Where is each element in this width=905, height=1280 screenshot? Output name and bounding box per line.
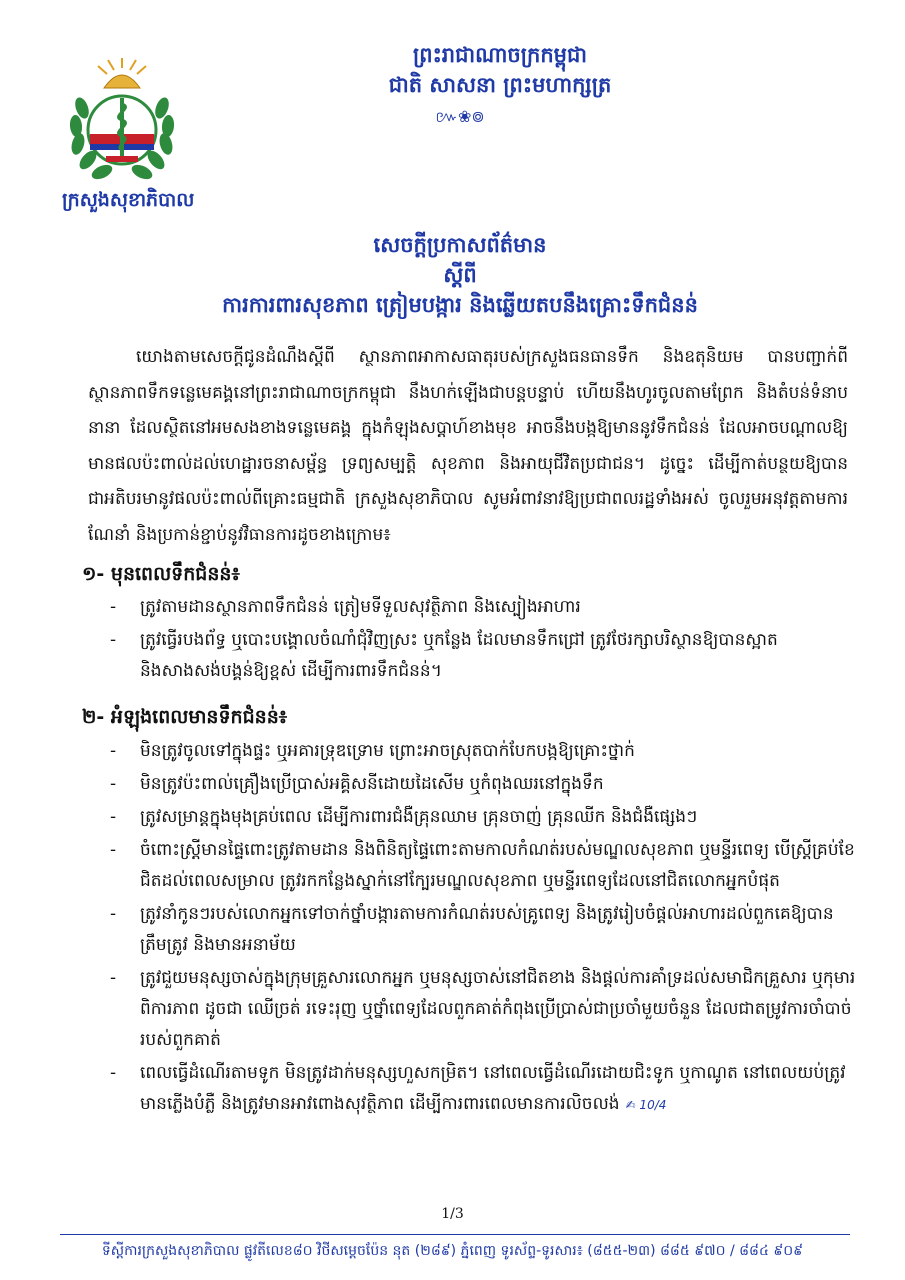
initials-signature: ✍ 10/4 xyxy=(625,1098,667,1112)
section-heading-during-flood: ២- អំឡុងពេលមានទឹកជំនន់៖ xyxy=(82,706,288,728)
intro-paragraph: យោងតាមសេចក្តីជូនដំណឹងស្តីពី ស្ថានភាពអាកាសធាតុរបស់ក្រសួងធនធានទឹក និងឧតុនិយម បានបញ្ជាក់ពីស្ថានភាពទឹកទន្លេមេគង្គនៅព្រះរាជាណាចក្រកម្ពុជា នឹងហក់ឡើងជាបន្តបន្ទាប់ ហើយនឹងហូរចូលតាមព្រែក និងតំបន់ទំនាបនានា ដែលស្ថិតនៅអមសងខាងទន្លេមេគង្គ ក្នុងកំឡុងសប្តាហ៍ខាងមុខ អាចនឹងបង្កឱ្យមាននូវទឹកជំនន់ ដែលអាចបណ្តាលឱ្យមានផលប៉ះពាល់ដល់ហេដ្ឋារចនាសម្ព័ន្ធ ទ្រព្យសម្បត្តិ សុខភាព និងអាយុជីវិតប្រជាជន។ ដូច្នេះ ដើម្បីកាត់បន្ថយឱ្យបានជាអតិបរមានូវផលប៉ះពាល់ពីគ្រោះធម្មជាតិ ក្រសួងសុខាភិបាល សូមអំពាវនាវឱ្យប្រជាពលរដ្ឋទាំងអស់ ចូលរួមអនុវត្តតាមការណែនាំ និងប្រកាន់ខ្ជាប់នូវវិធានការដូចខាងក្រោម៖ xyxy=(88,347,848,545)
title-line-1: សេចក្តីប្រកាសព័ត៌មាន xyxy=(373,233,547,257)
list-item: - ចំពោះស្ត្រីមានផ្ទៃពោះត្រូវតាមដាន និងពិនិត្យផ្ទៃពោះតាមកាលកំណត់របស់មណ្ឌលសុខភាព ឬមន្ទីរពេទ្យ បើស្ត្រីគ្រប់ខែជិតដល់ពេលសម្រាល ត្រូវរកកន្លែងស្នាក់នៅក្បែរមណ្ឌលសុខភាព ឬមន្ទីរពេទ្យដែលនៅជិតលោកអ្នកបំផុត xyxy=(110,840,855,891)
ornament-divider xyxy=(430,106,490,128)
section-list-before-flood xyxy=(100,592,860,689)
ministry-name: ក្រសួងសុខាភិបាល xyxy=(62,189,195,211)
kingdom-motto: ជាតិ សាសនា ព្រះមហាក្សត្រ xyxy=(388,73,612,97)
list-item: - មិនត្រូវចូលទៅក្នុងផ្ទះ ឬអគារទ្រុឌទ្រោម ព្រោះអាចស្រុតបាក់បែកបង្កឱ្យគ្រោះថ្នាក់ xyxy=(110,741,635,761)
kingdom-header xyxy=(300,40,700,100)
section-heading-before-flood: ១- មុនពេលទឹកជំនន់៖ xyxy=(82,563,240,585)
list-item: - ត្រូវជួយមនុស្សចាស់ក្នុងក្រុមគ្រួសារលោកអ្នក ឬមនុស្សចាស់នៅជិតខាង និងផ្តល់ការគាំទ្រដល់សមាជិកគ្រួសារ ឬកុមារពិការភាព ដូចជា ឈើច្រត់ រទេះរុញ ឬថ្នាំពេទ្យដែលពួកគាត់កំពុងប្រើប្រាស់ជាប្រចាំមួយចំនួន ដែលជាតម្រូវការចាំបាច់របស់ពួកគាត់ xyxy=(110,968,856,1050)
list-item: - ត្រូវសម្រាន្តក្នុងមុងគ្រប់ពេល ដើម្បីការពារជំងឺគ្រុនឈាម គ្រុនចាញ់ គ្រុនឈីក និងជំងឺផ្សេងៗ xyxy=(110,807,698,827)
page-number: 1/3 xyxy=(441,1206,464,1222)
footer-address: ទីស្តីការក្រសួងសុខាភិបាល ផ្លូវតីលេខ៨០ វិថីសម្តេចប៉ែន នុត (២៨៩) ភ្នំពេញ ទូរស័ព្ទ-ទូរសារ៖ (៨៥៥-២៣) ៨៨៥ ៩៧០ / ៨៨៤ ៩០៩ xyxy=(101,1243,804,1259)
section-list-during-flood xyxy=(100,736,860,1123)
list-item: - ត្រូវធ្វើរបងព័ទ្ធ ឬបោះបង្គោលចំណាំជុំវិញស្រះ ឬកន្លែង ដែលមានទឹកជ្រៅ ត្រូវថែរក្សាបរិស្ថានឱ្យបានស្អាត និងសាងសង់បង្គន់ឱ្យខ្ពស់ ដើម្បីការពារទឹកជំនន់។ xyxy=(110,630,778,681)
title-line-2: ស្តីពី xyxy=(443,263,477,287)
list-item: - មិនត្រូវប៉ះពាល់គ្រឿងប្រើប្រាស់អគ្គិសនីដោយដៃសើម ឬកំពុងឈរនៅក្នុងទឹក xyxy=(110,774,604,794)
ministry-of-health-emblem-icon xyxy=(62,58,182,186)
list-item: - ត្រូវនាំកូនៗរបស់លោកអ្នកទៅចាក់ថ្នាំបង្ការតាមការកំណត់របស់គ្រូពេទ្យ និងត្រូវរៀបចំផ្តល់អាហារដល់ពួកគេឱ្យបានត្រឹមត្រូវ និងមានអនាម័យ xyxy=(110,904,834,955)
document-title xyxy=(100,230,820,320)
title-line-3: ការការពារសុខភាព ត្រៀមបង្ការ និងឆ្លើយតបនឹងគ្រោះទឹកជំនន់ xyxy=(222,293,698,317)
list-item: - ពេលធ្វើដំណើរតាមទូក មិនត្រូវដាក់មនុស្សហួសកម្រិត។ នៅពេលធ្វើដំណើរដោយជិះទូក ឬកាណូត នៅពេលយប់ត្រូវមានភ្លើងបំភ្លឺ និងត្រូវមានអាវពោងសុវត្ថិភាព ដើម្បីការពារពេលមានការលិចលង់ ✍ 10/4 xyxy=(110,1063,846,1114)
kingdom-title: ព្រះរាជាណាចក្រកម្ពុជា xyxy=(412,43,587,67)
ornament-glyph: ៚❀៙ xyxy=(435,107,485,126)
list-item: - ត្រូវតាមដានស្ថានភាពទឹកជំនន់ ត្រៀមទីទួលសុវត្ថិភាព និងស្បៀងអាហារ xyxy=(110,597,581,617)
footer-divider xyxy=(60,1234,850,1235)
